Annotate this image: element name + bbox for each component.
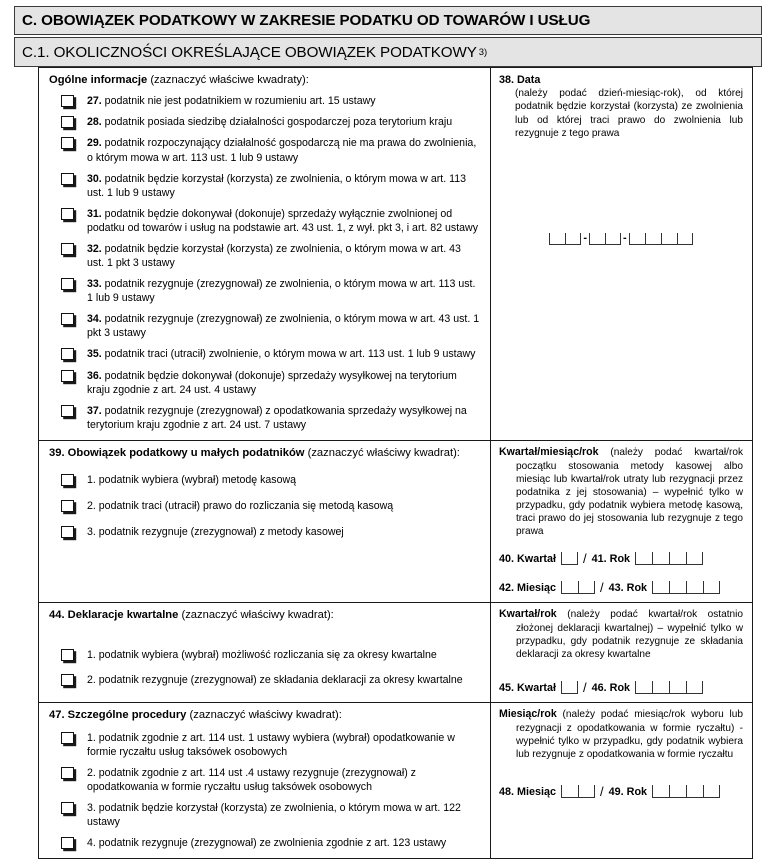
field-46-input[interactable] <box>635 681 703 694</box>
field-48-label: 48. Miesiąc <box>499 786 557 799</box>
cell-field-38 <box>491 68 753 441</box>
panel-39-title: Kwartał/miesiąc/rok <box>499 445 599 458</box>
checkbox-text-36: podatnik będzie dokonywał (dokonuje) sprzedaży wysyłkowej na terytorium kraju zgodnie z art. 24 ust. 4 ustawy <box>87 369 457 396</box>
checkbox-text-34: podatnik rezygnuje (zrezygnował) ze zwolnienia, o którym mowa w art. 43 ust. 1 pkt 3 ustawy <box>87 313 480 340</box>
checkbox-text-32: podatnik będzie korzystał (korzysta) ze zwolnienia, o którym mowa w art. 43 ust. 1 pkt 3 ustawy <box>87 242 461 270</box>
checkbox-text-37: podatnik rezygnuje (zrezygnował) z opodatkowania sprzedaży wysyłkowej na terytorium kraju zgodnie z art. 24 ust. 7 ustawy <box>87 404 467 431</box>
table-row-field-39 <box>39 440 753 602</box>
checkbox-row-31[interactable] <box>49 207 482 235</box>
checkbox-47-2[interactable] <box>61 767 74 779</box>
checkbox-text-47-3: podatnik będzie korzystał (korzysta) ze zwolnienia, o którym mowa w art. 122 ustawy <box>87 801 461 829</box>
checkbox-number-30: 30. <box>87 172 102 185</box>
checkbox-label-31 <box>87 207 482 235</box>
field-41-cell-3[interactable] <box>669 552 686 565</box>
field-42-label: 42. Miesiąc <box>499 582 557 595</box>
section-c1-footnote-marker: 3) <box>478 46 488 58</box>
panel-44-description-block <box>499 608 743 661</box>
field-45-cell-1[interactable] <box>561 681 578 694</box>
checkbox-text-39-3: podatnik rezygnuje (zrezygnował) z metody kasowej <box>95 526 344 539</box>
checkbox-number-37: 37. <box>87 404 102 417</box>
checkbox-label-44-1 <box>87 648 482 662</box>
checkbox-number-29: 29. <box>87 137 102 150</box>
cell-field-44 <box>39 603 491 703</box>
section-c-title: C. OBOWIĄZEK PODATKOWY W ZAKRESIE PODATKU OD TOWARÓW I USŁUG <box>22 12 591 29</box>
checkbox-label-47-1 <box>87 731 482 759</box>
checkbox-row-37[interactable] <box>49 404 482 432</box>
checkbox-label-32 <box>87 242 482 270</box>
panel-47-description: (należy podać miesiąc/rok wyboru lub rezygnacji z opodatkowania w formie ryczałtu) - wypełnić tylko w przypadku, gdy podatnik wybiera lub rezygnuje z opodatkowania w formie ryczałtu <box>516 709 743 761</box>
date-year-cell-4[interactable] <box>677 233 693 245</box>
field-48-input[interactable] <box>561 785 595 798</box>
field-40-41-slash: / <box>583 551 587 567</box>
field-42-input[interactable] <box>561 581 595 594</box>
checkbox-row-29[interactable] <box>49 136 482 164</box>
checkbox-27[interactable] <box>61 95 74 107</box>
section-c1-header <box>14 37 762 67</box>
field-41-cell-1[interactable] <box>635 552 652 565</box>
checkbox-text-33: podatnik rezygnuje (zrezygnował) ze zwolnienia, o którym mowa w art. 113 ust. 1 lub 9 ustawy <box>87 278 476 305</box>
checkbox-text-47-2: podatnik zgodnie z art. 114 ust .4 ustawy rezygnuje (zrezygnował) z opodatkowania w formie ryczałtu usług taksówek osobowych <box>87 766 416 793</box>
checkbox-30[interactable] <box>61 173 74 185</box>
checkbox-row-47-2[interactable] <box>49 766 482 794</box>
checkbox-39-1[interactable] <box>61 474 74 486</box>
field-48-cell-1[interactable] <box>561 785 578 798</box>
field-42-cell-2[interactable] <box>578 581 595 594</box>
field-41-cell-4[interactable] <box>686 552 703 565</box>
panel-44-title: Kwartał/rok <box>499 608 557 621</box>
checkbox-text-30: podatnik będzie korzystał (korzysta) ze zwolnienia, o którym mowa w art. 113 ust. 1 lub 9 ustawy <box>87 172 466 199</box>
checkbox-number-44-2: 2. <box>87 673 96 686</box>
field-47-checkbox-list <box>49 731 482 851</box>
field-44-title-bold: 44. Deklaracje kwartalne <box>49 609 179 622</box>
checkbox-row-39-3[interactable] <box>49 525 482 539</box>
checkbox-label-29 <box>87 136 482 164</box>
field-39-checkbox-list <box>49 473 482 539</box>
field-43-cell-2[interactable] <box>669 581 686 594</box>
checkbox-row-44-1[interactable] <box>49 648 482 662</box>
checkbox-number-31: 31. <box>87 207 102 220</box>
cell-general-info <box>39 68 491 441</box>
field-43-cell-1[interactable] <box>652 581 669 594</box>
checkbox-number-47-1: 1. <box>87 731 96 744</box>
checkbox-row-39-1[interactable] <box>49 473 482 487</box>
table-row-field-47 <box>39 703 753 859</box>
field-44-title <box>49 608 482 622</box>
checkbox-number-47-2: 2. <box>87 766 96 779</box>
field-48-49-slash: / <box>600 784 604 800</box>
checkbox-number-33: 33. <box>87 278 102 291</box>
general-info-checkbox-list <box>49 94 482 431</box>
field-39-title <box>49 446 482 460</box>
date-year-cell-1[interactable] <box>629 233 645 245</box>
checkbox-label-33 <box>87 277 482 305</box>
field-49-label: 49. Rok <box>608 786 648 799</box>
general-info-title <box>49 73 482 87</box>
checkbox-row-47-3[interactable] <box>49 801 482 829</box>
field-49-cell-1[interactable] <box>652 785 669 798</box>
field-39-title-bold: 39. Obowiązek podatkowy u małych podatników <box>49 446 305 459</box>
date-month-cell-2[interactable] <box>605 233 621 245</box>
checkbox-number-32: 32. <box>87 242 102 255</box>
field-row-48-49 <box>499 785 743 798</box>
field-38-description: (należy podać dzień-miesiąc-rok), od której podatnik będzie korzystał (korzysta) ze zwolnienia lub od której traci prawo do zwolnienia lub rezygnuje z tego prawa <box>515 88 743 139</box>
field-46-cell-1[interactable] <box>635 681 652 694</box>
panel-47-title: Miesiąc/rok <box>499 708 557 721</box>
panel-39-description: (należy podać kwartał/rok początku stosowania metody kasowej albo miesiąc lub kwartał/rok utraty lub rezygnacji przez podatnika z jej stosowania) – wypełnić tylko w przypadku, gdy podatnik wybiera metodę kasową, traci prawo do jej stosowania lub rezygnuje z tego prawa <box>516 446 743 538</box>
field-49-cell-3[interactable] <box>686 785 703 798</box>
checkbox-text-44-2: podatnik rezygnuje (zrezygnował) ze składania deklaracji za okresy kwartalne <box>95 673 463 686</box>
checkbox-number-47-3: 3. <box>87 801 96 814</box>
checkbox-text-39-1: podatnik wybiera (wybrał) metodę kasową <box>95 474 297 487</box>
checkbox-row-34[interactable] <box>49 312 482 340</box>
checkbox-28[interactable] <box>61 116 74 128</box>
cell-panel-47-right <box>491 703 753 859</box>
checkbox-row-32[interactable] <box>49 242 482 270</box>
cell-field-39 <box>39 440 491 602</box>
checkbox-label-35 <box>87 347 482 361</box>
cell-field-47 <box>39 703 491 859</box>
checkbox-row-39-2[interactable] <box>49 499 482 513</box>
date-year-cell-3[interactable] <box>661 233 677 245</box>
checkbox-33[interactable] <box>61 278 74 290</box>
date-day-cell-1[interactable] <box>549 233 565 245</box>
field-40-cell-1[interactable] <box>561 552 578 565</box>
field-39-title-normal: (zaznaczyć właściwy kwadrat): <box>304 446 460 459</box>
field-44-checkbox-list <box>49 648 482 687</box>
checkbox-number-34: 34. <box>87 313 102 326</box>
date-month-cell-1[interactable] <box>589 233 605 245</box>
checkbox-37[interactable] <box>61 405 74 417</box>
checkbox-row-33[interactable] <box>49 277 482 305</box>
checkbox-label-39-2 <box>87 499 482 513</box>
checkbox-label-47-3 <box>87 801 482 829</box>
field-40-input[interactable] <box>561 552 578 565</box>
date-separator-1: - <box>583 232 587 245</box>
field-43-input[interactable] <box>652 581 720 594</box>
checkbox-label-47-4 <box>87 836 482 850</box>
checkbox-number-44-1: 1. <box>87 648 96 661</box>
checkbox-47-1[interactable] <box>61 732 74 744</box>
date-day-comb[interactable] <box>549 232 581 245</box>
field-38-date-input[interactable] <box>499 232 743 245</box>
checkbox-31[interactable] <box>61 208 74 220</box>
field-46-cell-3[interactable] <box>669 681 686 694</box>
date-separator-2: - <box>623 232 627 245</box>
checkbox-text-47-4: podatnik rezygnuje (zrezygnował) ze zwolnienia zgodnie z art. 123 ustawy <box>95 837 447 850</box>
field-46-cell-4[interactable] <box>686 681 703 694</box>
checkbox-39-3[interactable] <box>61 526 74 538</box>
checkbox-32[interactable] <box>61 243 74 255</box>
form-grid <box>38 67 753 859</box>
checkbox-row-47-1[interactable] <box>49 731 482 759</box>
panel-39-description-block <box>499 446 743 538</box>
checkbox-text-29: podatnik rozpoczynający działalność gospodarczą nie ma prawa do zwolnienia, o którym mowa w art. 113 ust. 1 lub 9 ustawy <box>87 137 477 164</box>
checkbox-label-39-1 <box>87 473 482 487</box>
table-row-field-44 <box>39 603 753 703</box>
checkbox-number-47-4: 4. <box>87 837 96 850</box>
field-46-label: 46. Rok <box>591 682 631 695</box>
checkbox-number-39-1: 1. <box>87 474 96 487</box>
cell-panel-39-right <box>491 440 753 602</box>
checkbox-47-4[interactable] <box>61 837 74 849</box>
checkbox-label-37 <box>87 404 482 432</box>
checkbox-number-27: 27. <box>87 95 102 108</box>
field-44-title-normal: (zaznaczyć właściwy kwadrat): <box>178 609 334 622</box>
checkbox-row-28[interactable] <box>49 115 482 129</box>
checkbox-text-31: podatnik będzie dokonywał (dokonuje) sprzedaży wyłącznie zwolnionej od podatku od towarów i usług na podstawie art. 43 ust. 1, z wył. pkt 3, i art. 82 ustawy <box>87 207 478 234</box>
checkbox-29[interactable] <box>61 137 74 149</box>
checkbox-35[interactable] <box>61 348 74 360</box>
checkbox-47-3[interactable] <box>61 802 74 814</box>
checkbox-label-36 <box>87 369 482 397</box>
checkbox-label-34 <box>87 312 482 340</box>
checkbox-number-39-3: 3. <box>87 526 96 539</box>
field-41-input[interactable] <box>635 552 703 565</box>
field-45-label: 45. Kwartał <box>499 682 557 695</box>
checkbox-number-36: 36. <box>87 369 102 382</box>
checkbox-label-28 <box>87 115 482 129</box>
field-43-cell-3[interactable] <box>686 581 703 594</box>
date-year-comb[interactable] <box>629 232 693 245</box>
section-c1-title: C.1. OKOLICZNOŚCI OKREŚLAJĄCE OBOWIĄZEK PODATKOWY <box>22 43 477 61</box>
date-day-cell-2[interactable] <box>565 233 581 245</box>
checkbox-text-28: podatnik posiada siedzibę działalności gospodarczej poza terytorium kraju <box>101 116 453 129</box>
date-month-comb[interactable] <box>589 232 621 245</box>
checkbox-text-27: podatnik nie jest podatnikiem w rozumieniu art. 15 ustawy <box>101 95 376 108</box>
panel-47-description-block <box>499 708 743 761</box>
field-45-46-slash: / <box>583 680 587 696</box>
field-41-label: 41. Rok <box>591 553 631 566</box>
checkbox-text-35: podatnik traci (utracił) zwolnienie, o którym mowa w art. 113 ust. 1 lub 9 ustawy <box>101 348 476 361</box>
checkbox-label-27 <box>87 94 482 108</box>
field-48-cell-2[interactable] <box>578 785 595 798</box>
checkbox-36[interactable] <box>61 370 74 382</box>
checkbox-number-35: 35. <box>87 348 102 361</box>
field-40-label: 40. Kwartał <box>499 553 557 566</box>
table-row-general-info <box>39 68 753 441</box>
checkbox-text-47-1: podatnik zgodnie z art. 114 ust. 1 ustawy wybiera (wybrał) opodatkowanie w formie ryczałtu usług taksówek osobowych <box>87 731 455 758</box>
field-43-label: 43. Rok <box>608 582 648 595</box>
checkbox-text-44-1: podatnik wybiera (wybrał) możliwość rozliczania się za okresy kwartalne <box>95 648 437 661</box>
checkbox-row-44-2[interactable] <box>49 673 482 687</box>
field-49-cell-2[interactable] <box>669 785 686 798</box>
checkbox-row-27[interactable] <box>49 94 482 108</box>
field-43-cell-4[interactable] <box>703 581 720 594</box>
checkbox-39-2[interactable] <box>61 500 74 512</box>
panel-44-description: (należy podać kwartał/rok ostatnio złożonej deklaracji kwartalnej) – wypełnić tylko w przypadku, gdy podatnik rezygnuje ze składania deklaracji za okresy kwartalne <box>516 609 743 661</box>
checkbox-label-30 <box>87 172 482 200</box>
checkbox-44-2[interactable] <box>61 674 74 686</box>
field-42-43-slash: / <box>600 580 604 596</box>
field-47-title-normal: (zaznaczyć właściwy kwadrat): <box>186 709 342 722</box>
field-row-42-43 <box>499 581 743 594</box>
field-41-cell-2[interactable] <box>652 552 669 565</box>
field-47-title <box>49 708 482 722</box>
field-47-title-bold: 47. Szczególne procedury <box>49 709 187 722</box>
checkbox-number-39-2: 2. <box>87 500 96 513</box>
field-46-cell-2[interactable] <box>652 681 669 694</box>
general-info-title-bold: Ogólne informacje <box>49 74 148 86</box>
checkbox-number-28: 28. <box>87 116 102 129</box>
field-row-45-46 <box>499 681 743 694</box>
field-38-label: 38. Data <box>499 74 541 86</box>
date-year-cell-2[interactable] <box>645 233 661 245</box>
checkbox-34[interactable] <box>61 313 74 325</box>
checkbox-label-39-3 <box>87 525 482 539</box>
field-49-cell-4[interactable] <box>703 785 720 798</box>
checkbox-label-47-2 <box>87 766 482 794</box>
checkbox-row-30[interactable] <box>49 172 482 200</box>
section-c-header <box>14 6 762 35</box>
checkbox-text-39-2: podatnik traci (utracił) prawo do rozliczania się metodą kasową <box>95 500 394 513</box>
checkbox-row-35[interactable] <box>49 347 482 361</box>
checkbox-label-44-2 <box>87 673 482 687</box>
general-info-title-normal: (zaznaczyć właściwe kwadraty): <box>147 74 309 86</box>
field-49-input[interactable] <box>652 785 720 798</box>
checkbox-row-47-4[interactable] <box>49 836 482 850</box>
field-row-40-41 <box>499 552 743 565</box>
checkbox-44-1[interactable] <box>61 649 74 661</box>
field-45-input[interactable] <box>561 681 578 694</box>
field-42-cell-1[interactable] <box>561 581 578 594</box>
checkbox-row-36[interactable] <box>49 369 482 397</box>
cell-panel-44-right <box>491 603 753 703</box>
